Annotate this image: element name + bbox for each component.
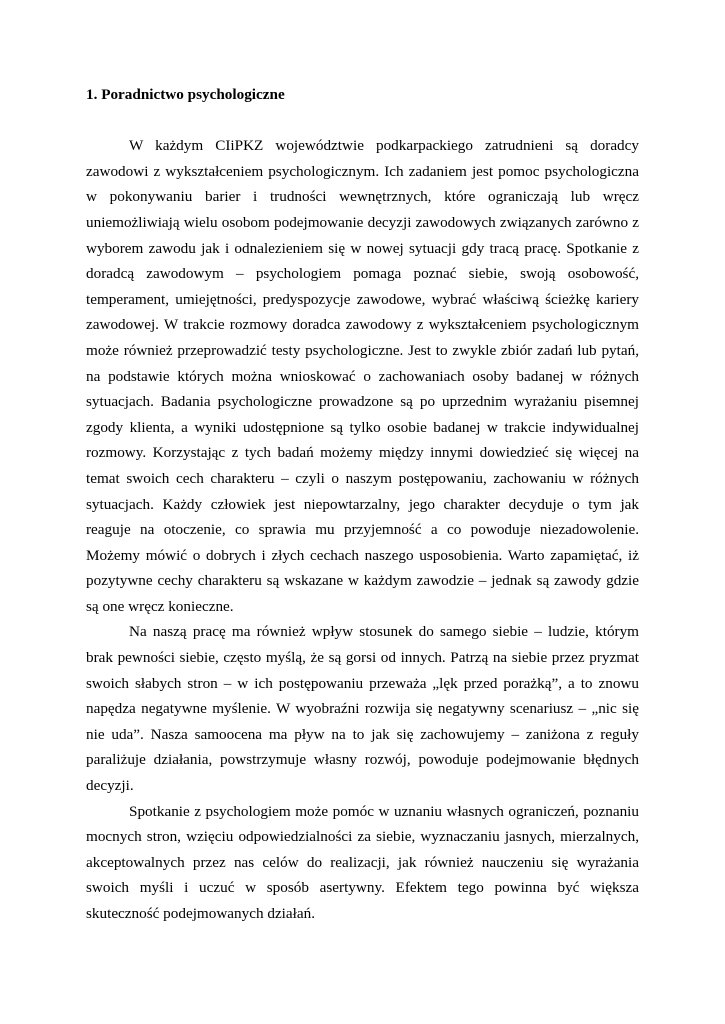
section-heading: 1. Poradnictwo psychologiczne xyxy=(86,86,285,103)
document-page xyxy=(86,82,639,927)
paragraph-stosunek-do-siebie: Na naszą pracę ma również wpływ stosunek do samego siebie – ludzie, którym brak pewności siebie, często myślą, że są gorsi od innych. Patrzą na siebie przez pryzmat swoich słabych stron – w ich postępowaniu przeważa „lęk przed porażką”, a to znowu napędza negatywne myślenie. W wyobraźni rozwija się negatywny scenariusz – „nic się nie uda”. Nasza samoocena ma pływ na to jak się zachowujemy – zaniżona z reguły paraliżuje działania, powstrzymuje własny rozwój, powoduje podejmowanie błędnych decyzji. xyxy=(86,623,639,795)
paragraph-spotkanie-z-psychologiem: Spotkanie z psychologiem może pomóc w uznaniu własnych ograniczeń, poznaniu mocnych stron, wzięciu odpowiedzialności za siebie, wyznaczaniu jasnych, mierzalnych, akceptowalnych przez nas celów do realizacji, jak również nauczeniu się wyrażania swoich myśli i uczuć w sposób asertywny. Efektem tego powinna być większa skuteczność podejmowanych działań. xyxy=(86,802,639,922)
paragraph-doradcy: W każdym CIiPKZ województwie podkarpackiego zatrudnieni są doradcy zawodowi z wykształceniem psychologicznym. Ich zadaniem jest pomoc psychologiczna w pokonywaniu barier i trudności wewnętrznych, które ograniczają lub wręcz uniemożliwiają wielu osobom podejmowanie decyzji zawodowych związanych zarówno z wyborem zawodu jak i odnalezieniem się w nowej sytuacji gdy tracą pracę. Spotkanie z doradcą zawodowym – psychologiem pomaga poznać siebie, swoją osobowość, temperament, umiejętności, predyspozycje zawodowe, wybrać właściwą ścieżkę kariery zawodowej. W trakcie rozmowy doradca zawodowy z wykształceniem psychologicznym może również przeprowadzić testy psychologiczne. Jest to zwykle zbiór zadań lub pytań, na podstawie których można wnioskować o zachowaniach osoby badanej w różnych sytuacjach. Badania psychologiczne prowadzone są po uprzednim wyrażaniu pisemnej zgody klienta, a wyniki udostępnione są tylko osobie badanej w trakcie indywidualnej rozmowy. Korzystając z tych badań możemy między innymi dowiedzieć się więcej na temat swoich cech charakteru – czyli o naszym postępowaniu, zachowaniu w różnych sytuacjach. Każdy człowiek jest niepowtarzalny, jego charakter decyduje o tym jak reaguje na otoczenie, co sprawia mu przyjemność a co powoduje niezadowolenie. Możemy mówić o dobrych i złych cechach naszego usposobienia. Warto zapamiętać, iż pozytywne cechy charakteru są wskazane w każdym zawodzie – jednak są zawody gdzie są one wręcz konieczne. xyxy=(86,137,639,615)
